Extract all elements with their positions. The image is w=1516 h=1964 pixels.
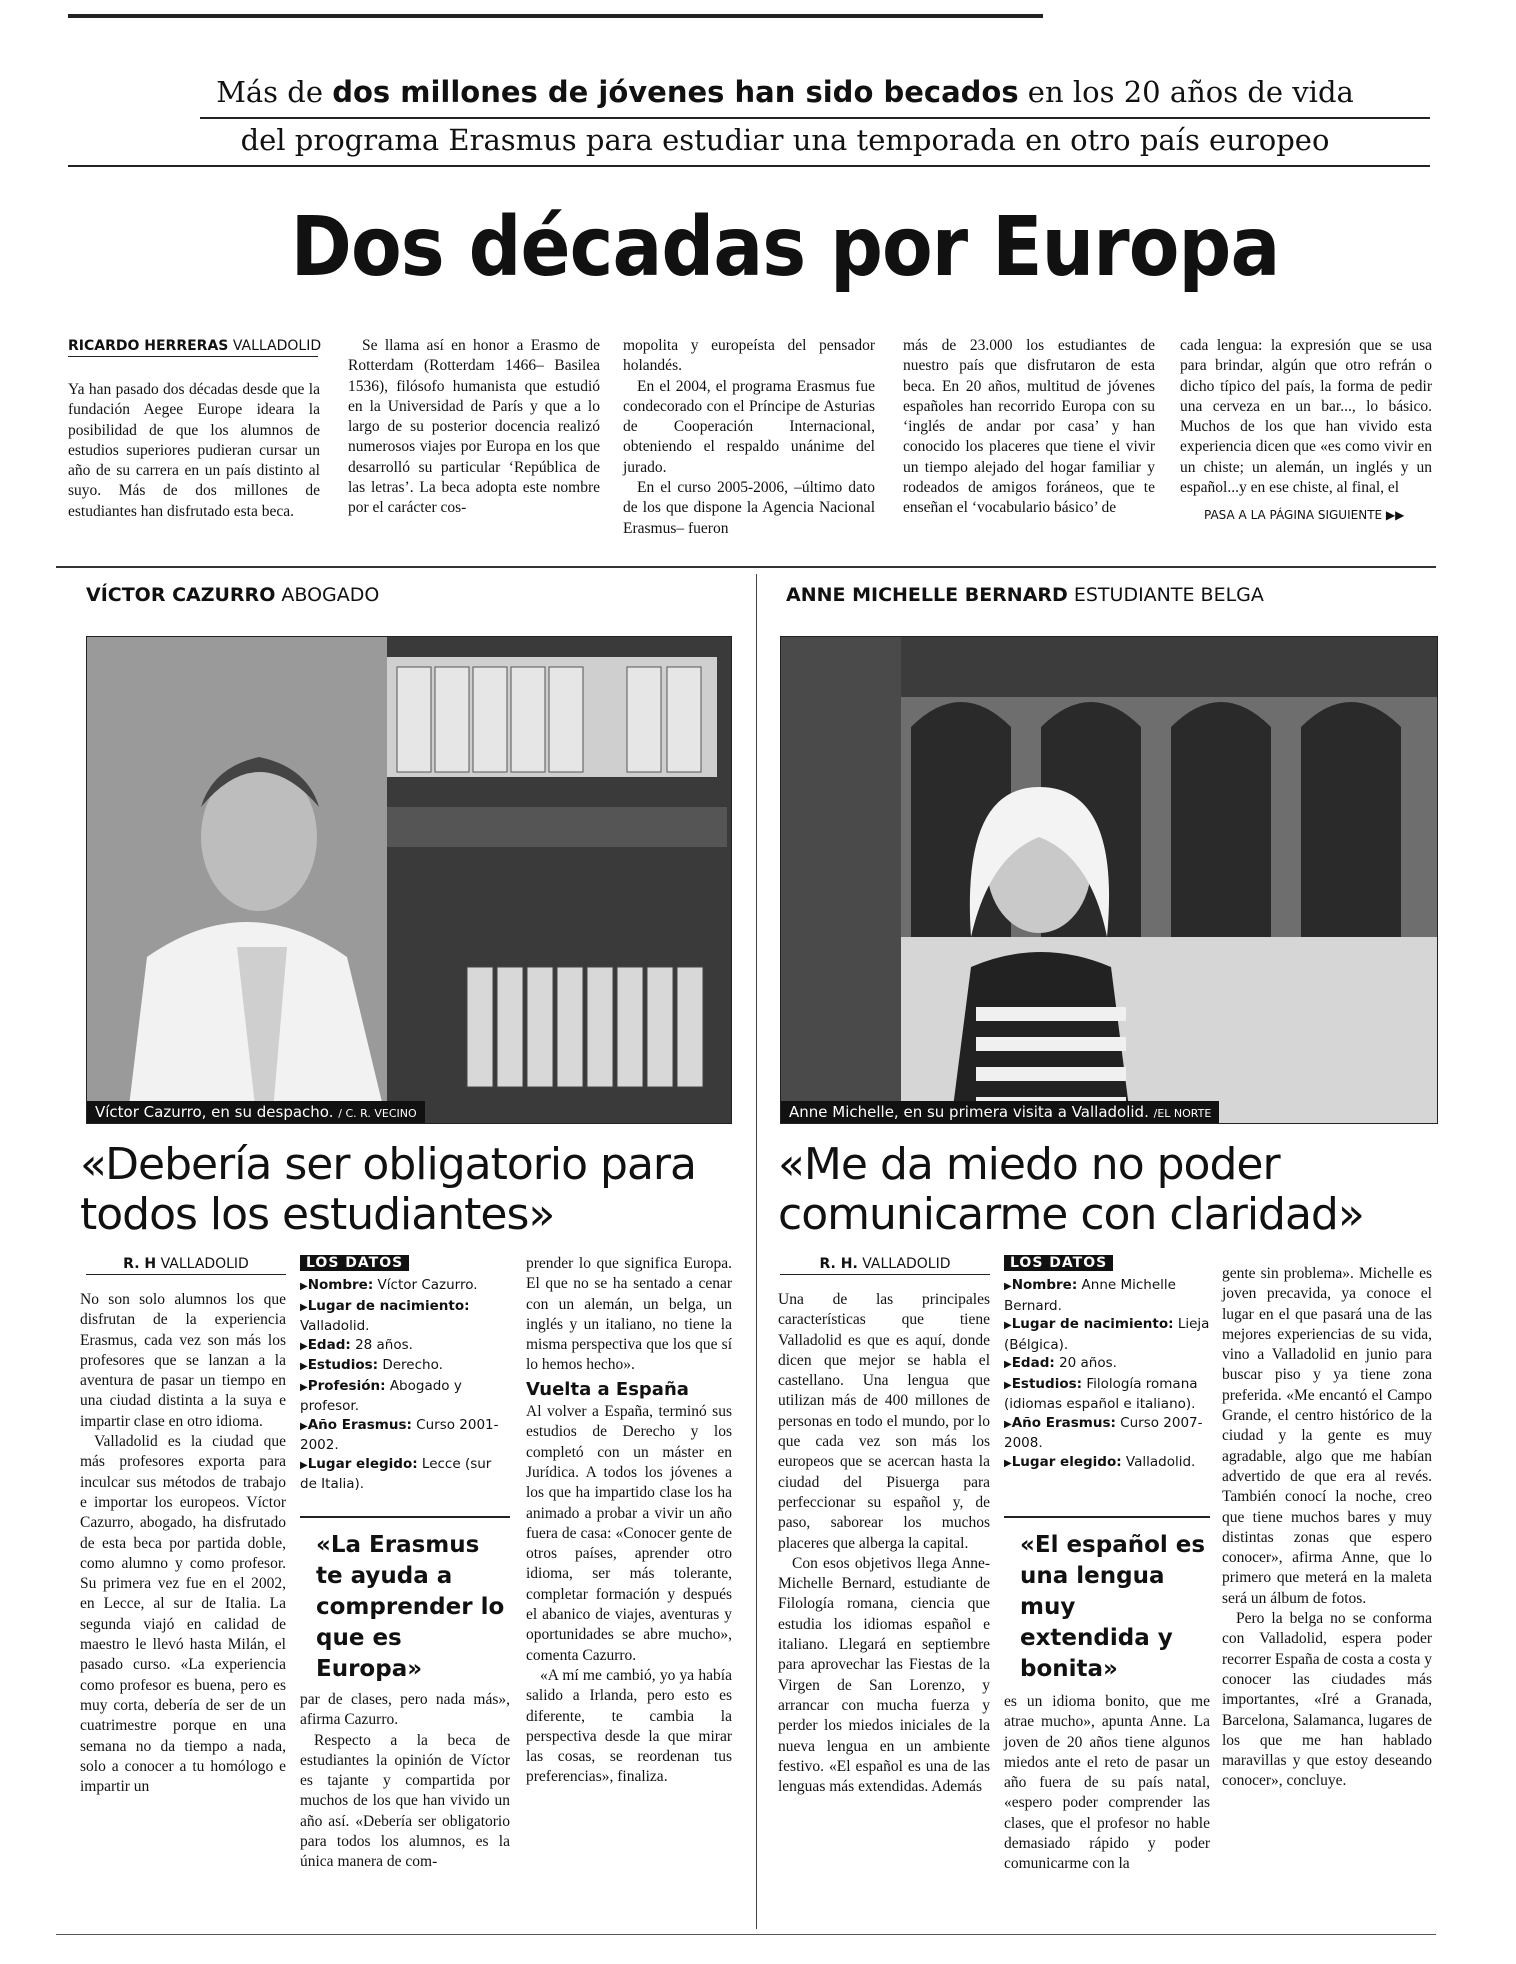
- list-item: ▶ Profesión: Abogado y profesor.: [300, 1377, 508, 1416]
- main-col-3: mopolita y europeísta del pensador holandés. En el 2004, el programa Erasmus fue condecorado con el Príncipe de Asturias de Cooperación Internacional, obteniendo el respaldo unánime del jurado. En el curso 2005-2006, –último dato de los que dispone la Agencia Nacional Erasmus– fueron: [623, 337, 875, 537]
- right-datos-box: [1004, 1254, 1210, 1473]
- right-col-3: gente sin problema». Michelle es joven precavida, ya conoce el lugar en el que pasará una de las mejores experiencias de su vida, vino a Valladolid en junio para buscar piso y ya tiene zona preferida. «Me encantó el Campo Grande, el centro histórico de la ciudad y la gente es muy agradable, algo que me habían advertido de que era al revés. También conocí la noche, creo que tiene muchos bares y muy distintas zonas que espero conocer», afirma Anne, que lo primero que meterá en la maleta será un álbum de fotos. Pero la belga no se conforma con Valladolid, espera poder recorrer España de costa a costa y conocer las ciudades más importantes, «Iré a Granada, Barcelona, Salamanca, lugares de los que me han hablado maravillas y que estoy deseando conocer», concluye.: [1222, 1265, 1432, 1790]
- left-subhead: Vuelta a España: [526, 1378, 689, 1400]
- left-pull-rule: [300, 1516, 510, 1518]
- bottom-rule: [56, 1934, 1436, 1935]
- main-byline: RICARDO HERRERAS VALLADOLID: [68, 336, 318, 357]
- left-pull-quote: «La Erasmus te ayuda a comprender lo que es Europa»: [316, 1532, 505, 1682]
- right-quote: «Me da miedo no poder comunicarme con claridad»: [778, 1139, 1364, 1240]
- left-col-3: prender lo que significa Europa. El que no se ha sentado a cenar con un alemán, un belga, un inglés y un italiano, no tiene la misma perspectiva que los que sí lo hemos hecho». Vuelta a España Al volver a España, terminó sus estudios de Derecho y los completó con un máster en Jurídica. A todos los jóvenes a los que ha impartido clase los ha animado a probar a vivir un año fuera de casa: «Conocer gente de otros países, aprender otro idioma, ser más tolerante, completar formación y después el abanico de viajes, aventuras y oportunidades se abre mucho», comenta Cazurro. «A mí me cambió, yo ya había salido a Irlanda, pero esto es diferente, te cambia la perspectiva desde la que mirar las cosas, se reordenan tus preferencias», finaliza.: [526, 1255, 732, 1786]
- list-item: ▶ Lugar elegido: Lecce (sur de Italia).: [300, 1455, 508, 1494]
- list-item: ▶ Estudios: Derecho.: [300, 1356, 508, 1377]
- right-photo-caption: Anne Michelle, en su primera visita a Valladolid. /EL NORTE: [781, 1101, 1219, 1123]
- right-profile-header: ANNE MICHELLE BERNARD ESTUDIANTE BELGA: [786, 584, 1264, 606]
- left-photo-caption: Víctor Cazurro, en su despacho. / C. R. VECINO: [87, 1101, 425, 1123]
- list-item: ▶ Edad: 28 años.: [300, 1336, 508, 1357]
- list-item: ▶ Nombre: Anne Michelle Bernard.: [1004, 1276, 1210, 1315]
- courtyard-photo-image: [781, 637, 1437, 1123]
- right-photo: [780, 636, 1438, 1124]
- main-col-1: Ya han pasado dos décadas desde que la fundación Aegee Europe ideara la posibilidad de que los alumnos de estudios superiores pudieran cursar un año de su carrera en un país distinto al suyo. Más de dos millones de estudiantes han disfrutado esta beca.: [68, 381, 320, 520]
- main-col-2: Se llama así en honor a Erasmo de Rotterdam (Rotterdam 1466– Basilea 1536), filósofo humanista que estudió en la Universidad de París y que a lo largo de su posterior docencia realizó numerosos viajes por Europa en los que desarrolló su particular ‘República de las letras’. La beca adopta este nombre por el carácter cos-: [348, 337, 600, 517]
- list-item: ▶ Lugar de nacimiento: Valladolid.: [300, 1297, 508, 1336]
- main-col-5: cada lengua: la expresión que se usa para brindar, algún que otro refrán o dicho típico del país, la forma de pedir una cerveza en un bar..., lo básico. Muchos de los que han vivido esta experiencia dicen que «es como vivir en un chiste; un alemán, un inglés y un español...y en ese chiste, al final, el: [1180, 337, 1432, 497]
- list-item: ▶ Nombre: Víctor Cazurro.: [300, 1276, 508, 1297]
- list-item: ▶ Estudios: Filología romana (idiomas español e italiano).: [1004, 1375, 1210, 1414]
- right-datos-title: LOS DATOS: [1004, 1255, 1113, 1271]
- left-col-1: No son solo alumnos los que disfrutan de la experiencia Erasmus, cada vez son más los profesores que se lanzan a la aventura de pasar un tiempo en una ciudad distinta a la suya e impartir clase en otro idioma. Valladolid es la ciudad que más profesores exporta para inculcar sus métodos de trabajo e importar los europeos. Víctor Cazurro, abogado, ha disfrutado de esta beca por partida doble, como alumno y como profesor. Su primera vez fue en el 2002, en Lecce, al sur de Italia. La segunda viajó en calidad de maestro le llevó hasta Milán, el pasado curso. «La experiencia como profesor es buena, pero es muy corta, debería de ser de un cuatrimestre porque en una semana no da tiempo a nada, solo a conocer a tu homólogo e impartir un: [80, 1291, 286, 1796]
- right-col-2: es un idioma bonito, que me atrae mucho», apunta Anne. La joven de 20 años tiene algunos miedos ante el reto de pasar un año fuera de su país natal, «espero poder comprender las clases, que el profesor no hable demasiado rápido y poder comunicarme con la: [1004, 1693, 1210, 1873]
- top-rule: [68, 14, 1043, 18]
- left-quote: «Debería ser obligatorio para todos los estudiantes»: [80, 1139, 696, 1240]
- list-item: ▶ Año Erasmus: Curso 2001-2002.: [300, 1416, 508, 1455]
- left-datos-list: [300, 1276, 508, 1494]
- left-col-2: par de clases, pero nada más», afirma Cazurro. Respecto a la beca de estudiantes la opinión de Víctor es tajante y compartida por muchos de los que han vivido un año así. «Debería ser obligatorio para todos los alumnos, es la única manera de com-: [300, 1691, 510, 1871]
- left-byline: R. H VALLADOLID: [86, 1254, 286, 1275]
- profiles-divider: [756, 574, 757, 1929]
- deck-line-2: del programa Erasmus para estudiar una temporada en otro país europeo: [240, 123, 1330, 157]
- list-item: ▶ Lugar elegido: Valladolid.: [1004, 1453, 1210, 1474]
- left-datos-box: [300, 1254, 508, 1494]
- right-pull-rule: [1004, 1516, 1210, 1518]
- deck-rule-bottom: [68, 165, 1430, 167]
- right-pull-quote: «El español es una lengua muy extendida y bonita»: [1020, 1532, 1206, 1682]
- left-datos-title: LOS DATOS: [300, 1255, 409, 1271]
- next-page-label[interactable]: PASA A LA PÁGINA SIGUIENTE ▶▶: [1204, 508, 1405, 522]
- right-col-1: Una de las principales características que tiene Valladolid es que es aquí, donde dicen que mejor se habla el castellano. Una lengua que utilizan más de 400 millones de personas en todo el mundo, por lo que cada vez son más los europeos que se acercan hasta la ciudad del Pisuerga para perfeccionar su español y, de paso, saborear los muchos placeres que alberga la capital. Con esos objetivos llega Anne-Michelle Bernard, estudiante de Filología romana, ciencia que estudia los idiomas español e italiano. Llegará en septiembre para aprovechar las Fiestas de la Virgen de San Lorenzo, y arrancar con mucha fuerza y perder los miedos iniciales de la nueva lengua en un ambiente festivo. «El español es una de las lenguas más extendidas. Además: [778, 1291, 990, 1796]
- left-profile-header: VÍCTOR CAZURRO ABOGADO: [86, 584, 380, 606]
- right-byline: R. H. VALLADOLID: [780, 1254, 990, 1275]
- deck-line-1: Más de dos millones de jóvenes han sido becados en los 20 años de vida: [216, 75, 1354, 109]
- list-item: ▶ Año Erasmus: Curso 2007-2008.: [1004, 1414, 1210, 1453]
- office-photo-image: [87, 637, 731, 1123]
- list-item: ▶ Edad: 20 años.: [1004, 1354, 1210, 1375]
- main-col-4: más de 23.000 los estudiantes de nuestro país que disfrutaron de esta beca. En 20 años, multitud de jóvenes españoles han recorrido Europa con su ‘inglés de andar por casa’ y han conocido los placeres que tiene el vivir un tiempo alejado del hogar familiar y rodeados de amigos foráneos, que te enseñan el ‘vocabulario básico’ de: [903, 337, 1155, 517]
- list-item: ▶ Lugar de nacimiento: Lieja (Bélgica).: [1004, 1315, 1210, 1354]
- deck-rule: [200, 117, 1430, 119]
- left-photo: [86, 636, 732, 1124]
- right-datos-list: [1004, 1276, 1210, 1473]
- headline: Dos décadas por Europa: [290, 200, 1280, 295]
